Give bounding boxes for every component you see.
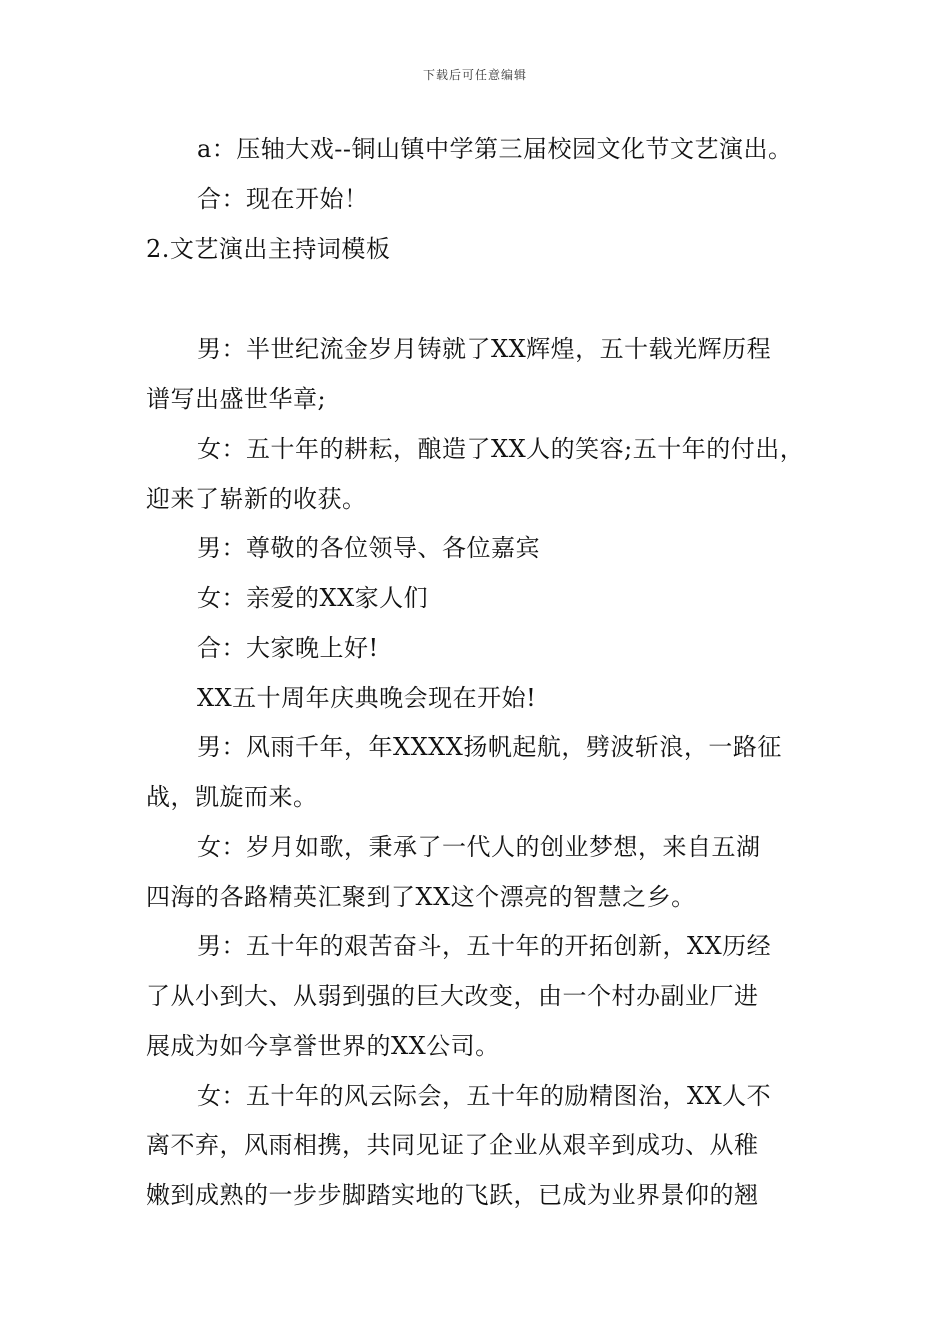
section-heading: 2.文艺演出主持词模板 [146,235,391,263]
text-line: 男：尊敬的各位领导、各位嘉宾 [197,534,540,562]
text-line: 战，凯旋而来。 [146,783,318,811]
text-line: XX五十周年庆典晚会现在开始! [197,684,537,712]
text-line: 男：五十年的艰苦奋斗，五十年的开拓创新，XX历经 [197,932,772,960]
text-line: 女：五十年的耕耘，酿造了XX人的笑容;五十年的付出， [197,435,805,463]
page-header: 下载后可任意编辑 [422,68,527,82]
text-line: 四海的各路精英汇聚到了XX这个漂亮的智慧之乡。 [146,883,696,911]
text-line: 男：风雨千年，年XXXX扬帆起航，劈波斩浪，一路征 [197,733,782,761]
text-line: 迎来了崭新的收获。 [146,485,367,513]
text-line: 嫩到成熟的一步步脚踏实地的飞跃，已成为业界景仰的翘 [146,1181,759,1209]
text-line: 女：亲爱的XX家人们 [197,584,429,612]
text-line: 合：现在开始！ [197,185,369,213]
text-line: 女：五十年的风云际会，五十年的励精图治，XX人不 [197,1082,772,1110]
text-line: a：压轴大戏--铜山镇中学第三届校园文化节文艺演出。 [197,135,793,163]
text-line: 谱写出盛世华章; [146,385,327,413]
text-line: 女：岁月如歌，秉承了一代人的创业梦想，来自五湖 [197,833,761,861]
text-line: 离不弃，风雨相携，共同见证了企业从艰辛到成功、从稚 [146,1131,759,1159]
text-line: 展成为如今享誉世界的XX公司。 [146,1032,500,1060]
text-line: 了从小到大、从弱到强的巨大改变，由一个村办副业厂进 [146,982,759,1010]
text-line: 男：半世纪流金岁月铸就了XX辉煌，五十载光辉历程 [197,335,772,363]
text-line: 合：大家晚上好! [197,634,379,662]
